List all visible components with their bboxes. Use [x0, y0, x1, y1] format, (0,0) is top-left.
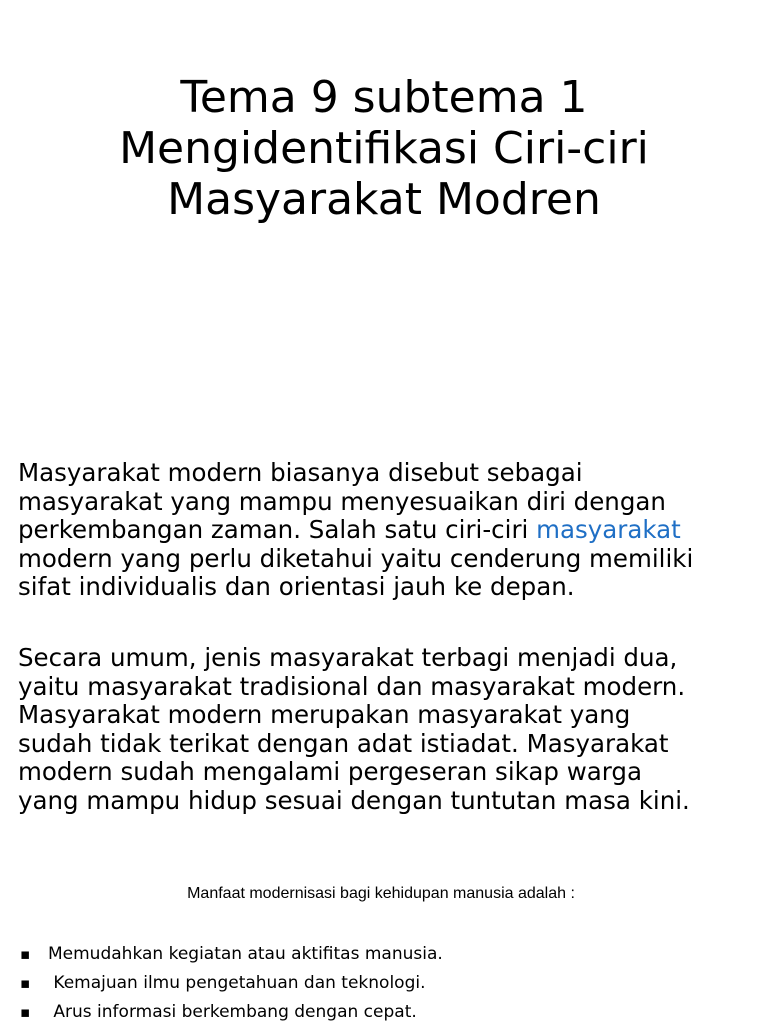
paragraph-line: modern yang perlu diketahui yaitu cenderung memiliki — [18, 543, 694, 573]
list-item-text: Arus informasi berkembang dengan cepat. — [48, 1002, 417, 1022]
paragraph-line: sudah tidak terikat dengan adat istiadat. Masyarakat — [18, 728, 669, 758]
bullet-icon: ▪ — [20, 974, 31, 992]
list-item — [18, 940, 443, 969]
masyarakat-link[interactable]: masyarakat — [536, 515, 681, 544]
slide-title — [0, 72, 768, 225]
paragraph-line: yaitu masyarakat tradisional dan masyarakat modern. — [18, 671, 686, 701]
title-line: Tema 9 subtema 1 — [180, 72, 588, 123]
paragraph-line: modern sudah mengalami pergeseran sikap warga — [18, 757, 642, 786]
bullet-icon: ▪ — [20, 945, 31, 963]
paragraph-line: masyarakat yang mampu menyesuaikan diri dengan — [18, 486, 666, 516]
benefits-heading: Manfaat modernisasi bagi kehidupan manusia adalah : — [187, 885, 575, 902]
paragraph-line: yang mampu hidup sesuai dengan tuntutan masa kini. — [18, 785, 690, 815]
title-line: Masyarakat Modren — [167, 174, 601, 225]
paragraph-line: sifat individualis dan orientasi jauh ke depan. — [18, 572, 575, 601]
paragraph-modern-society — [18, 459, 758, 602]
paragraph-society-types — [18, 644, 758, 815]
paragraph-line: Secara umum, jenis masyarakat terbagi menjadi dua, — [18, 643, 678, 672]
paragraph-line: Masyarakat modern biasanya disebut sebagai — [18, 458, 583, 487]
title-line: Mengidentifikasi Ciri-ciri — [119, 123, 649, 174]
list-item-text: Kemajuan ilmu pengetahuan dan teknologi. — [48, 973, 426, 993]
list-item — [18, 969, 443, 998]
list-item-text: Memudahkan kegiatan atau aktifitas manusia. — [48, 944, 443, 964]
benefits-list — [18, 940, 443, 1027]
paragraph-line: Masyarakat modern merupakan masyarakat yang — [18, 700, 631, 729]
list-item — [18, 998, 443, 1027]
paragraph-line-text: perkembangan zaman. Salah satu ciri-ciri — [18, 515, 537, 544]
paragraph-line — [18, 516, 758, 545]
bullet-icon: ▪ — [20, 1003, 31, 1021]
